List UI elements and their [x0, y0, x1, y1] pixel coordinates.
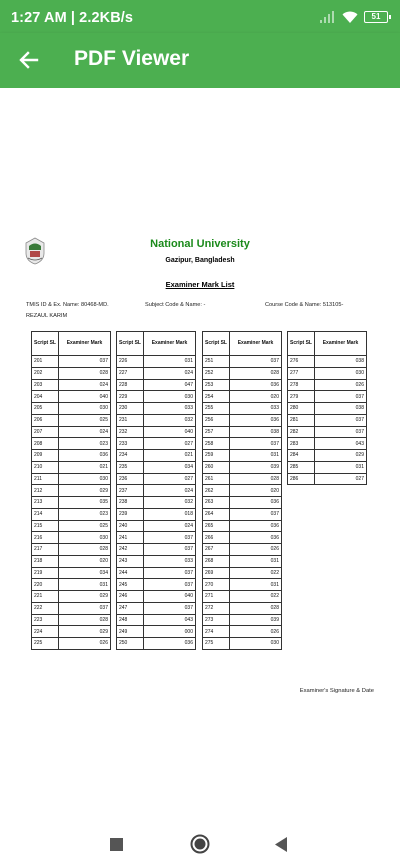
examiner-mark-cell: 047	[144, 379, 196, 391]
examiner-mark-cell: 034	[144, 461, 196, 473]
table-row	[117, 356, 196, 368]
examiner-mark-cell: 022	[230, 591, 282, 603]
table-row	[117, 426, 196, 438]
table-row	[117, 591, 196, 603]
table-row	[203, 579, 282, 591]
examiner-mark-cell: 038	[315, 356, 367, 368]
mark-table	[31, 331, 111, 650]
script-sl-cell: 282	[288, 426, 315, 438]
examiner-name: REZAUL KARIM	[26, 313, 68, 319]
script-sl-cell: 224	[32, 626, 59, 638]
examiner-mark-cell: 029	[59, 626, 111, 638]
examiner-mark-cell: 028	[59, 614, 111, 626]
script-sl-cell: 237	[117, 485, 144, 497]
examiner-mark-cell: 027	[144, 438, 196, 450]
script-sl-cell: 225	[32, 638, 59, 650]
table-row	[32, 450, 111, 462]
script-sl-cell: 240	[117, 520, 144, 532]
script-sl-cell: 207	[32, 426, 59, 438]
examiner-mark-cell: 028	[230, 602, 282, 614]
examiner-mark-cell: 020	[59, 555, 111, 567]
examiner-mark-cell: 036	[230, 520, 282, 532]
examiner-mark-cell: 028	[230, 473, 282, 485]
university-location: Gazipur, Bangladesh	[165, 257, 235, 264]
script-sl-cell: 223	[32, 614, 59, 626]
examiner-mark-cell: 031	[230, 450, 282, 462]
table-row	[203, 626, 282, 638]
table-row	[203, 497, 282, 509]
script-sl-cell: 264	[203, 508, 230, 520]
script-sl-cell: 267	[203, 544, 230, 556]
examiner-mark-cell: 022	[230, 567, 282, 579]
tims-id-label: TMIS ID & Ex. Name: 80468-MD.	[26, 302, 109, 308]
table-row	[32, 638, 111, 650]
table-row	[32, 379, 111, 391]
back-nav-button[interactable]	[275, 837, 288, 857]
script-sl-cell: 268	[203, 555, 230, 567]
table-row	[32, 356, 111, 368]
table-row	[32, 391, 111, 403]
status-bar	[0, 0, 400, 33]
table-row	[117, 379, 196, 391]
examiner-mark-cell: 028	[230, 367, 282, 379]
script-sl-cell: 210	[32, 461, 59, 473]
examiner-mark-cell: 027	[315, 473, 367, 485]
script-sl-cell: 227	[117, 367, 144, 379]
examiner-mark-cell: 020	[230, 391, 282, 403]
table-row	[32, 414, 111, 426]
script-sl-cell: 257	[203, 426, 230, 438]
battery-icon: 51	[364, 11, 388, 23]
examiner-mark-cell: 036	[230, 532, 282, 544]
table-row	[117, 567, 196, 579]
script-sl-cell: 278	[288, 379, 315, 391]
table-row	[117, 520, 196, 532]
examiner-mark-cell: 031	[59, 579, 111, 591]
script-sl-cell: 239	[117, 508, 144, 520]
table-row	[117, 473, 196, 485]
mark-table	[202, 331, 282, 650]
script-sl-cell: 286	[288, 473, 315, 485]
script-sl-cell: 214	[32, 508, 59, 520]
table-row	[117, 450, 196, 462]
table-row	[117, 461, 196, 473]
arrow-left-icon	[19, 50, 39, 70]
script-sl-cell: 203	[32, 379, 59, 391]
script-sl-cell: 272	[203, 602, 230, 614]
table-row	[117, 438, 196, 450]
table-row	[288, 426, 367, 438]
table-row	[203, 461, 282, 473]
table-row	[117, 544, 196, 556]
script-sl-cell: 271	[203, 591, 230, 603]
document-title: Examiner Mark List	[165, 280, 235, 289]
table-row	[32, 532, 111, 544]
script-sl-cell: 248	[117, 614, 144, 626]
table-row	[117, 414, 196, 426]
signal-icon	[320, 11, 336, 23]
script-sl-cell: 208	[32, 438, 59, 450]
script-sl-cell: 280	[288, 403, 315, 415]
table-row	[117, 614, 196, 626]
table-row	[288, 391, 367, 403]
examiner-mark-cell: 024	[144, 367, 196, 379]
examiner-mark-cell: 037	[59, 356, 111, 368]
examiner-mark-cell: 029	[59, 485, 111, 497]
script-sl-cell: 261	[203, 473, 230, 485]
examiner-mark-cell: 026	[230, 626, 282, 638]
table-row	[32, 485, 111, 497]
examiner-mark-cell: 024	[59, 379, 111, 391]
script-sl-cell: 262	[203, 485, 230, 497]
table-row	[203, 508, 282, 520]
examiner-mark-cell: 030	[59, 532, 111, 544]
examiner-mark-cell: 037	[230, 508, 282, 520]
examiner-mark-cell: 037	[144, 532, 196, 544]
table-row	[203, 614, 282, 626]
examiner-mark-cell: 037	[144, 567, 196, 579]
status-icons	[320, 9, 388, 25]
script-sl-cell: 266	[203, 532, 230, 544]
examiner-mark-cell: 032	[144, 497, 196, 509]
mark-table	[116, 331, 196, 650]
examiner-mark-cell: 026	[230, 544, 282, 556]
table-row	[288, 403, 367, 415]
examiner-mark-cell: 000	[144, 626, 196, 638]
script-sl-cell: 245	[117, 579, 144, 591]
script-sl-cell: 270	[203, 579, 230, 591]
examiner-mark-cell: 033	[230, 403, 282, 415]
script-sl-cell: 256	[203, 414, 230, 426]
script-sl-cell: 281	[288, 414, 315, 426]
examiner-mark-cell: 037	[315, 391, 367, 403]
examiner-mark-cell: 030	[230, 638, 282, 650]
examiner-mark-cell: 031	[315, 461, 367, 473]
examiner-mark-cell: 032	[144, 414, 196, 426]
table-header-row	[32, 332, 111, 356]
wifi-icon	[342, 11, 358, 24]
examiner-mark-cell: 040	[144, 426, 196, 438]
script-sl-cell: 218	[32, 555, 59, 567]
script-sl-cell: 285	[288, 461, 315, 473]
table-row	[32, 461, 111, 473]
subject-label: Subject Code & Name: -	[145, 302, 206, 308]
examiner-mark-cell: 021	[144, 450, 196, 462]
script-sl-cell: 232	[117, 426, 144, 438]
examiner-mark-cell: 037	[230, 356, 282, 368]
script-sl-cell: 277	[288, 367, 315, 379]
examiner-mark-cell: 029	[315, 450, 367, 462]
navigation-bar	[0, 823, 400, 867]
script-sl-cell: 217	[32, 544, 59, 556]
examiner-mark-cell: 037	[144, 602, 196, 614]
script-sl-cell: 216	[32, 532, 59, 544]
home-button[interactable]	[190, 834, 210, 859]
recent-apps-button[interactable]	[110, 838, 123, 856]
examiner-mark-cell: 033	[144, 403, 196, 415]
column-header-mark: Examiner Mark	[144, 332, 196, 356]
table-row	[117, 555, 196, 567]
examiner-mark-cell: 038	[315, 403, 367, 415]
triangle-back-icon	[275, 837, 288, 852]
examiner-mark-cell: 037	[230, 438, 282, 450]
script-sl-cell: 269	[203, 567, 230, 579]
script-sl-cell: 250	[117, 638, 144, 650]
examiner-mark-cell: 035	[59, 497, 111, 509]
table-row	[203, 602, 282, 614]
script-sl-cell: 212	[32, 485, 59, 497]
examiner-mark-cell: 037	[144, 544, 196, 556]
table-row	[117, 391, 196, 403]
examiner-mark-cell: 030	[59, 403, 111, 415]
examiner-mark-cell: 024	[144, 485, 196, 497]
script-sl-cell: 202	[32, 367, 59, 379]
table-row	[32, 579, 111, 591]
table-row	[32, 403, 111, 415]
examiner-mark-cell: 026	[59, 638, 111, 650]
table-row	[32, 555, 111, 567]
table-row	[288, 461, 367, 473]
table-row	[117, 532, 196, 544]
script-sl-cell: 258	[203, 438, 230, 450]
script-sl-cell: 259	[203, 450, 230, 462]
table-row	[288, 356, 367, 368]
table-row	[32, 567, 111, 579]
table-row	[117, 638, 196, 650]
script-sl-cell: 226	[117, 356, 144, 368]
examiner-mark-cell: 021	[59, 461, 111, 473]
examiner-mark-cell: 043	[144, 614, 196, 626]
table-row	[32, 520, 111, 532]
script-sl-cell: 247	[117, 602, 144, 614]
script-sl-cell: 238	[117, 497, 144, 509]
table-row	[288, 438, 367, 450]
examiner-mark-cell: 036	[230, 497, 282, 509]
table-row	[32, 367, 111, 379]
examiner-mark-cell: 023	[59, 508, 111, 520]
table-row	[32, 508, 111, 520]
examiner-mark-cell: 024	[144, 520, 196, 532]
examiner-mark-cell: 040	[144, 591, 196, 603]
app-title: PDF Viewer	[74, 47, 190, 70]
table-row	[203, 356, 282, 368]
examiner-mark-cell: 034	[59, 567, 111, 579]
table-header-row	[117, 332, 196, 356]
script-sl-cell: 251	[203, 356, 230, 368]
table-row	[203, 591, 282, 603]
examiner-mark-cell: 030	[315, 367, 367, 379]
table-row	[117, 626, 196, 638]
script-sl-cell: 235	[117, 461, 144, 473]
square-icon	[110, 838, 123, 851]
examiner-mark-cell: 043	[315, 438, 367, 450]
script-sl-cell: 275	[203, 638, 230, 650]
column-header-script: Script SL	[288, 332, 315, 356]
signature-label: Examiner's Signature & Date	[299, 688, 374, 694]
table-row	[117, 579, 196, 591]
table-row	[203, 403, 282, 415]
examiner-mark-cell: 024	[59, 426, 111, 438]
examiner-mark-cell: 026	[315, 379, 367, 391]
table-row	[203, 438, 282, 450]
table-row	[32, 544, 111, 556]
examiner-mark-cell: 036	[230, 414, 282, 426]
column-header-mark: Examiner Mark	[59, 332, 111, 356]
examiner-mark-cell: 037	[315, 414, 367, 426]
script-sl-cell: 206	[32, 414, 59, 426]
table-row	[203, 555, 282, 567]
home-circle-icon	[190, 834, 210, 854]
script-sl-cell: 236	[117, 473, 144, 485]
table-row	[117, 508, 196, 520]
examiner-mark-cell: 039	[230, 614, 282, 626]
script-sl-cell: 209	[32, 450, 59, 462]
table-row	[203, 520, 282, 532]
table-row	[32, 614, 111, 626]
script-sl-cell: 213	[32, 497, 59, 509]
script-sl-cell: 234	[117, 450, 144, 462]
table-row	[32, 426, 111, 438]
examiner-mark-cell: 036	[59, 450, 111, 462]
examiner-mark-cell: 037	[315, 426, 367, 438]
mark-table	[287, 331, 367, 485]
examiner-mark-cell: 028	[59, 367, 111, 379]
table-row	[203, 532, 282, 544]
examiner-mark-cell: 028	[59, 544, 111, 556]
examiner-mark-cell: 030	[144, 391, 196, 403]
table-row	[117, 367, 196, 379]
script-sl-cell: 231	[117, 414, 144, 426]
script-sl-cell: 273	[203, 614, 230, 626]
table-row	[203, 450, 282, 462]
script-sl-cell: 263	[203, 497, 230, 509]
script-sl-cell: 205	[32, 403, 59, 415]
script-sl-cell: 233	[117, 438, 144, 450]
examiner-mark-cell: 031	[230, 555, 282, 567]
table-row	[32, 473, 111, 485]
table-row	[32, 591, 111, 603]
examiner-mark-cell: 036	[230, 379, 282, 391]
script-sl-cell: 253	[203, 379, 230, 391]
script-sl-cell: 255	[203, 403, 230, 415]
script-sl-cell: 221	[32, 591, 59, 603]
examiner-mark-cell: 018	[144, 508, 196, 520]
column-header-script: Script SL	[203, 332, 230, 356]
column-header-mark: Examiner Mark	[315, 332, 367, 356]
table-row	[288, 450, 367, 462]
table-row	[117, 485, 196, 497]
table-row	[203, 379, 282, 391]
script-sl-cell: 254	[203, 391, 230, 403]
examiner-mark-cell: 039	[230, 461, 282, 473]
script-sl-cell: 265	[203, 520, 230, 532]
script-sl-cell: 229	[117, 391, 144, 403]
script-sl-cell: 252	[203, 367, 230, 379]
table-header-row	[288, 332, 367, 356]
table-row	[203, 638, 282, 650]
university-name: National University	[150, 238, 250, 250]
examiner-mark-cell: 023	[59, 438, 111, 450]
script-sl-cell: 260	[203, 461, 230, 473]
script-sl-cell: 242	[117, 544, 144, 556]
examiner-mark-cell: 030	[59, 473, 111, 485]
table-row	[203, 567, 282, 579]
table-row	[32, 626, 111, 638]
script-sl-cell: 274	[203, 626, 230, 638]
table-row	[203, 485, 282, 497]
column-header-script: Script SL	[117, 332, 144, 356]
script-sl-cell: 211	[32, 473, 59, 485]
examiner-mark-cell: 027	[144, 473, 196, 485]
script-sl-cell: 230	[117, 403, 144, 415]
examiner-mark-cell: 037	[144, 579, 196, 591]
status-time: 1:27 AM | 2.2KB/s	[11, 10, 134, 26]
script-sl-cell: 222	[32, 602, 59, 614]
table-header-row	[203, 332, 282, 356]
examiner-mark-cell: 029	[59, 591, 111, 603]
table-row	[32, 438, 111, 450]
script-sl-cell: 244	[117, 567, 144, 579]
table-row	[203, 426, 282, 438]
script-sl-cell: 228	[117, 379, 144, 391]
back-button[interactable]	[14, 45, 44, 75]
table-row	[203, 473, 282, 485]
script-sl-cell: 201	[32, 356, 59, 368]
script-sl-cell: 219	[32, 567, 59, 579]
examiner-mark-cell: 038	[230, 426, 282, 438]
script-sl-cell: 284	[288, 450, 315, 462]
script-sl-cell: 283	[288, 438, 315, 450]
table-row	[32, 497, 111, 509]
course-label: Course Code & Name: 513105-	[265, 302, 344, 308]
examiner-mark-cell: 037	[59, 602, 111, 614]
examiner-mark-cell: 020	[230, 485, 282, 497]
examiner-mark-cell: 031	[144, 356, 196, 368]
script-sl-cell: 215	[32, 520, 59, 532]
table-row	[288, 473, 367, 485]
examiner-mark-cell: 036	[144, 638, 196, 650]
script-sl-cell: 276	[288, 356, 315, 368]
column-header-script: Script SL	[32, 332, 59, 356]
table-row	[288, 367, 367, 379]
script-sl-cell: 220	[32, 579, 59, 591]
script-sl-cell: 279	[288, 391, 315, 403]
table-row	[203, 367, 282, 379]
script-sl-cell: 249	[117, 626, 144, 638]
table-row	[203, 544, 282, 556]
examiner-mark-cell: 031	[230, 579, 282, 591]
table-row	[288, 379, 367, 391]
script-sl-cell: 243	[117, 555, 144, 567]
column-header-mark: Examiner Mark	[230, 332, 282, 356]
examiner-mark-cell: 025	[59, 414, 111, 426]
script-sl-cell: 246	[117, 591, 144, 603]
table-row	[32, 602, 111, 614]
table-row	[117, 403, 196, 415]
table-row	[117, 497, 196, 509]
examiner-mark-cell: 040	[59, 391, 111, 403]
examiner-mark-cell: 025	[59, 520, 111, 532]
table-row	[203, 414, 282, 426]
table-row	[117, 602, 196, 614]
app-bar	[0, 33, 400, 88]
script-sl-cell: 204	[32, 391, 59, 403]
table-row	[203, 391, 282, 403]
examiner-mark-cell: 033	[144, 555, 196, 567]
script-sl-cell: 241	[117, 532, 144, 544]
table-row	[288, 414, 367, 426]
